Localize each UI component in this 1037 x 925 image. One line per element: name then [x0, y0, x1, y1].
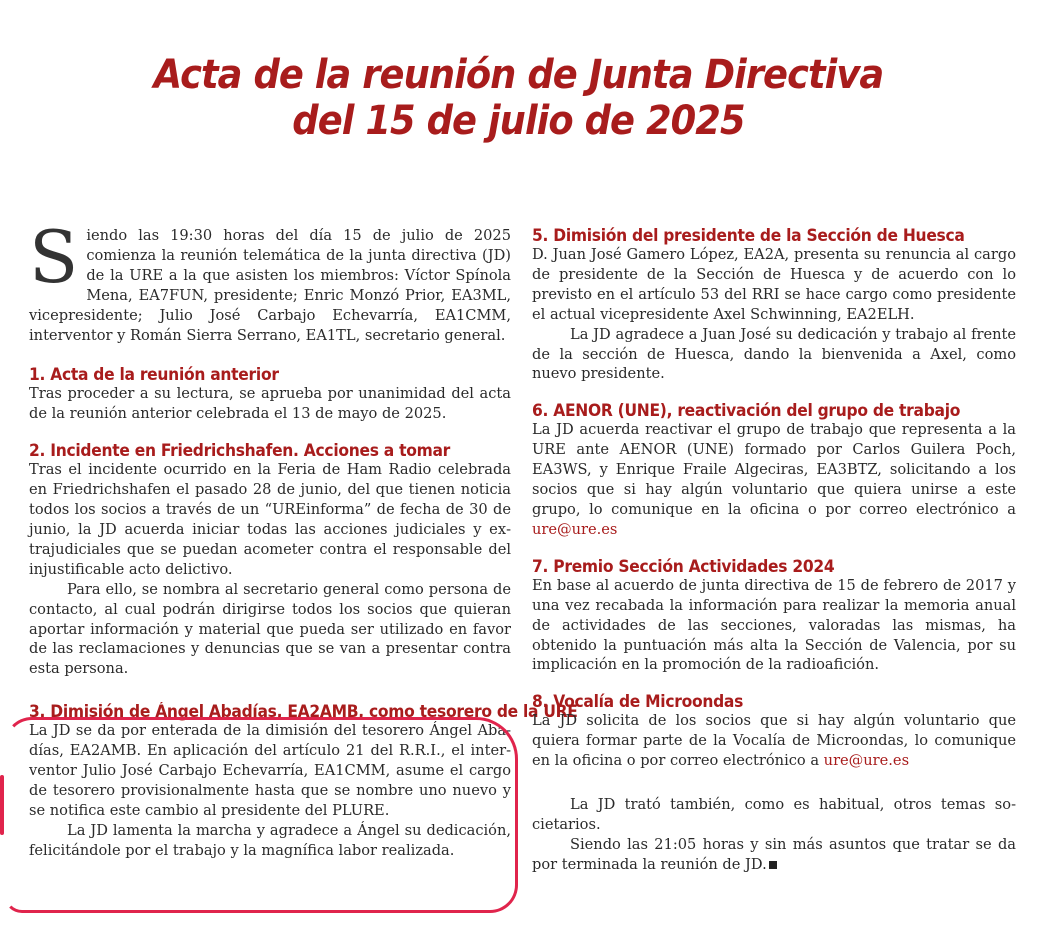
section-8 [532, 692, 1016, 771]
section-7-heading: 7. Premio Sección Actividades 2024 [532, 556, 835, 576]
title-line-1: Acta de la reunión de Junta Directiva [153, 52, 884, 98]
section-7-paragraph: En base al acuerdo de junta directiva de 15 de febrero de 2017 y una vez recabada la información para realizar la memoria anual de actividades de las secciones, valoradas las mismas, ha obtenido la puntuación más alta la Sección de Valencia, por su implicación en la promoción de la radioafición. [532, 576, 1016, 674]
section-8-text: La JD solicita de los socios que si hay algún voluntario que quiera formar parte de la Vocalía de Microondas, lo comunique en la oficina o por correo electrónico a [532, 712, 1016, 770]
section-5-paragraph-2: La JD agradece a Juan José su dedicación y trabajo al frente de la sección de Huesca, dando la bienvenida a Axel, como nuevo presidente. [532, 325, 1016, 383]
section-1-paragraph: Tras proceder a su lectura, se aprueba por unanimidad del acta de la reunión anterior celebrada el 13 de mayo de 2025. [29, 385, 511, 423]
section-1-heading: 1. Acta de la reunión anterior [29, 365, 279, 385]
intro-text: iendo las 19:30 horas del día 15 de julio de 2025 comienza la reunión telemática de la junta directiva (JD) de la URE a la que asisten los miembros: Víctor Spínola Mena, EA7FUN, presidente; Enric Monzó Prior, EA3ML, vicepresidente; Julio José Carbajo Echevarría, EA1CMM, interventor y Román Sierra Serrano, EA1TL, secretario general. [29, 227, 511, 344]
section-8-paragraph [532, 711, 1016, 771]
highlight-annotation-tick [0, 775, 4, 835]
section-8-heading: 8. Vocalía de Microondas [532, 692, 744, 712]
section-2-paragraph-2: Para ello, se nombra al secretario general como persona de contacto, al cual podrán dirigirse todos los socios que quieran aportar información y material que pueda ser utilizado en favor de las reclamaciones y denuncias que se van a presentar contra esta persona. [29, 580, 511, 678]
section-1 [29, 365, 511, 424]
email-link[interactable]: ure@ure.es [532, 520, 618, 538]
end-mark-icon [769, 861, 777, 869]
section-2 [29, 441, 511, 679]
page-title [41, 52, 995, 144]
closing-paragraph-2 [532, 835, 1016, 875]
section-6 [532, 401, 1016, 539]
section-5 [532, 226, 1016, 384]
drop-cap: S [29, 215, 79, 299]
section-5-paragraph-1: D. Juan José Gamero López, EA2A, presenta su renuncia al cargo de presidente de la Sección de Huesca y de acuerdo con lo previsto en el artículo 53 del RRI se hace cargo como presidente el actual vicepresidente Axel Schwinning, EA2ELH. [532, 246, 1016, 323]
section-3-heading: 3. Dimisión de Ángel Abadías, EA2AMB, como tesorero de la URE [29, 702, 578, 722]
closing-section [532, 795, 1016, 875]
section-2-paragraph-1: Tras el incidente ocurrido en la Feria de Ham Radio celebrada en Friedrichshafen el pasado 28 de junio, del que tienen noticia todos los socios a través de un “UREinforma” de fecha de 30 de junio, la JD acuerda iniciar todas las acciones judiciales y extrajudiciales que se puedan acometer contra el responsable del injustificable acto delictivo. [29, 461, 511, 578]
closing-paragraph-1: La JD trató también, como es habitual, otros temas societarios. [532, 796, 1016, 833]
section-7 [532, 557, 1016, 676]
closing-text: Siendo las 21:05 horas y sin más asuntos que tratar se da por terminada la reunión de JD. [532, 835, 1016, 873]
section-6-heading: 6. AENOR (UNE), reactivación del grupo de trabajo [532, 401, 961, 421]
section-5-heading: 5. Dimisión del presidente de la Sección de Huesca [532, 226, 965, 245]
section-3-paragraph-2: La JD lamenta la marcha y agradece a Ángel su dedicación, felicitándole por el trabajo y la magnífica labor realizada. [29, 821, 511, 859]
intro-section [29, 215, 511, 345]
section-6-text: La JD acuerda reactivar el grupo de trabajo que representa a la URE ante AENOR (UNE) formado por Carlos Guilera Poch, EA3WS, y Enrique Fraile Algeciras, EA3BTZ, solicitando a los socios que si hay algún voluntario que quiera unirse a este grupo, lo comunique en la oficina o por correo electrónico a [532, 421, 1016, 518]
section-3 [29, 702, 578, 860]
section-3-paragraph-1: La JD se da por enterada de la dimisión del tesorero Ángel Abadías, EA2AMB. En aplicación del artículo 21 del R.R.I., el interventor Julio José Carbajo Echevarría, EA1CMM, asume el cargo de tesorero provisionalmente hasta que se nombre uno nuevo y se notifica este cambio al presidente del PLURE. [29, 722, 511, 819]
intro-paragraph [29, 215, 511, 345]
email-link[interactable]: ure@ure.es [823, 752, 910, 770]
section-6-paragraph [532, 420, 1016, 539]
title-line-2: del 15 de julio de 2025 [292, 98, 745, 144]
section-2-heading: 2. Incidente en Friedrichshafen. Acciones a tomar [29, 441, 451, 461]
right-column [532, 226, 1016, 892]
